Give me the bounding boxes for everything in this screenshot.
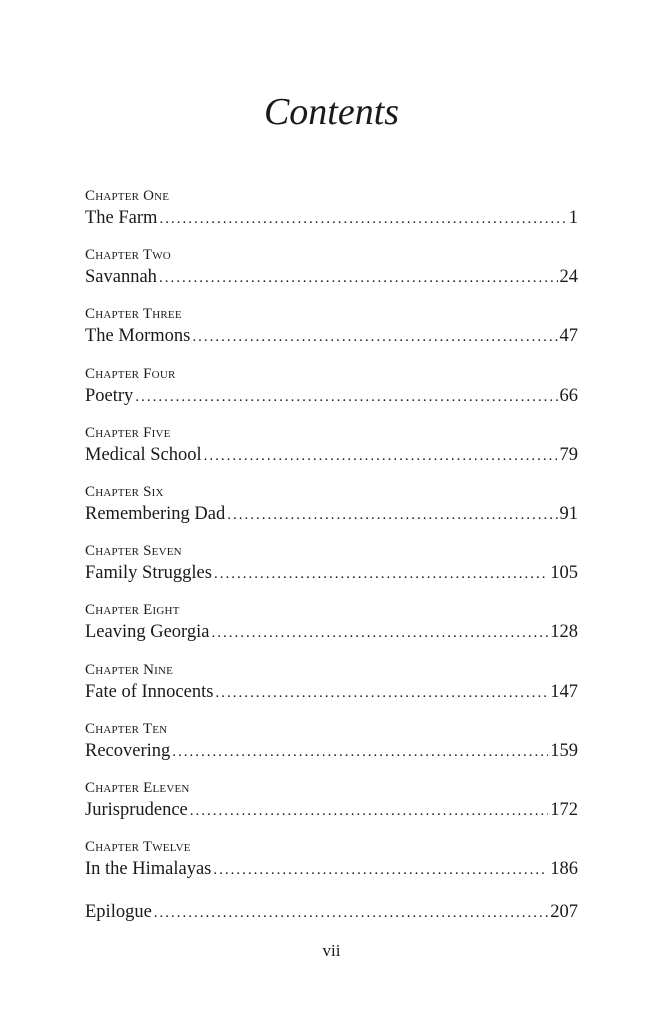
chapter-title: Poetry [85, 385, 134, 406]
toc-line[interactable] [85, 384, 578, 410]
toc-entry [85, 423, 578, 482]
chapter-label: Chapter Eight [85, 602, 180, 619]
epilogue-title: Epilogue [85, 902, 152, 923]
chapter-label: Chapter Seven [85, 543, 182, 560]
chapter-title: Leaving Georgia [85, 622, 210, 643]
leader-dots [135, 385, 557, 410]
page-number: 186 [550, 859, 578, 880]
toc-line[interactable] [85, 561, 578, 587]
leader-dots [159, 266, 558, 291]
leader-dots [154, 901, 548, 926]
page-number: 207 [550, 902, 578, 923]
chapter-label: Chapter Eleven [85, 779, 190, 796]
chapter-label: Chapter Four [85, 365, 176, 382]
toc-line[interactable] [85, 324, 578, 350]
toc-entry [85, 482, 578, 541]
toc-line[interactable] [85, 502, 578, 528]
chapter-label: Chapter One [85, 188, 170, 204]
leader-dots [159, 207, 566, 232]
page-number: 147 [550, 681, 578, 702]
leader-dots [204, 444, 558, 469]
page-number: 128 [550, 622, 578, 643]
toc-entry [85, 245, 578, 304]
toc-line[interactable] [85, 857, 578, 883]
page-number: 24 [559, 267, 578, 288]
chapter-label: Chapter Six [85, 483, 164, 500]
toc-entry [85, 600, 578, 659]
toc-line[interactable] [85, 265, 578, 291]
toc-entry [85, 186, 578, 245]
toc-entry [85, 364, 578, 423]
leader-dots [192, 325, 557, 350]
page-number: 47 [559, 326, 578, 347]
table-of-contents [85, 186, 578, 926]
leader-dots [212, 621, 549, 646]
leader-dots [215, 681, 548, 706]
toc-line[interactable] [85, 443, 578, 469]
page-number: 159 [550, 740, 578, 761]
chapter-label: Chapter Three [85, 306, 182, 323]
chapter-title: The Farm [85, 208, 158, 228]
chapter-title: Medical School [85, 444, 202, 465]
page-title: Contents [263, 91, 400, 133]
toc-entry [85, 541, 578, 600]
toc-entry [85, 719, 578, 778]
toc-entry [85, 837, 578, 896]
page-number: 91 [559, 503, 578, 524]
chapter-label: Chapter Twelve [85, 839, 191, 856]
leader-dots [214, 562, 548, 587]
page-number: 1 [568, 208, 578, 228]
page-number: 66 [559, 385, 578, 406]
chapter-title: Remembering Dad [85, 503, 226, 524]
toc-line[interactable] [85, 206, 578, 232]
leader-dots [227, 503, 557, 528]
chapter-label: Chapter Two [85, 247, 171, 264]
chapter-label: Chapter Five [85, 424, 171, 441]
toc-line[interactable] [85, 739, 578, 765]
chapter-title: Recovering [85, 740, 171, 761]
chapter-label: Chapter Ten [85, 720, 168, 737]
toc-line[interactable] [85, 680, 578, 706]
toc-line-epilogue[interactable] [85, 900, 578, 926]
leader-dots [190, 799, 549, 824]
toc-line[interactable] [85, 798, 578, 824]
leader-dots [213, 858, 548, 883]
chapter-label: Chapter Nine [85, 661, 174, 678]
chapter-title: Fate of Innocents [85, 681, 214, 702]
chapter-title: Savannah [85, 267, 157, 288]
page-number: 172 [550, 799, 578, 820]
chapter-title: The Mormons [85, 326, 191, 347]
toc-entry [85, 304, 578, 363]
toc-line[interactable] [85, 620, 578, 646]
toc-entry [85, 660, 578, 719]
chapter-title: In the Himalayas [85, 859, 212, 880]
folio-page-number: vii [322, 941, 341, 960]
chapter-title: Jurisprudence [85, 799, 188, 820]
chapter-title: Family Struggles [85, 563, 212, 584]
page-number: 79 [559, 444, 578, 465]
leader-dots [172, 740, 548, 765]
page-number: 105 [550, 563, 578, 584]
toc-entry [85, 778, 578, 837]
